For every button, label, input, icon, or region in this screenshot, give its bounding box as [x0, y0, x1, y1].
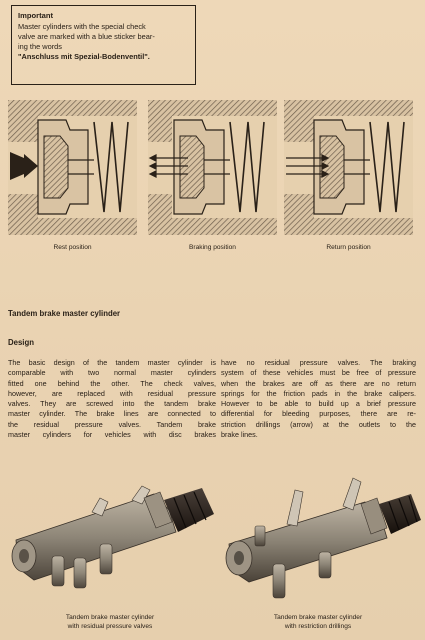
diagram-return-position	[284, 100, 413, 235]
body-left-line: fitted one behind the other. The check valves,	[8, 378, 216, 388]
photo-caption-left-line1: Tandem brake master cylinder	[65, 614, 155, 621]
diagram-caption-rest: Rest position	[53, 244, 92, 251]
diagram-braking-position	[148, 100, 277, 235]
important-quote: "Anschluss mit Spezial-Bodenventil".	[18, 52, 150, 61]
photo-caption-right	[215, 613, 421, 631]
diagram-caption-braking: Braking position	[189, 244, 236, 251]
body-right-line: have no residual pressure valves. The braking	[221, 358, 416, 367]
photo-caption-left-line2: with residual pressure valves	[67, 623, 153, 630]
body-left-line: master cylinder. The brake lines are connected to	[8, 409, 216, 419]
body-right-line: differential for bleeding purposes, there are re-	[221, 409, 416, 419]
body-left-line: master cylinders for vehicles with disc brakes	[8, 429, 216, 439]
section-title: Tandem brake master cylinder	[8, 309, 121, 318]
important-notice-box	[11, 5, 196, 85]
body-left-line: the residual pressure valves. Tandem brake	[8, 419, 216, 429]
body-column-right	[221, 358, 416, 440]
important-line-3: ing the words	[18, 42, 62, 51]
body-right-line: springs for the friction pads in the brake calipers.	[221, 388, 416, 398]
body-left-line: valves. They are screwed into the tandem brake	[8, 399, 216, 408]
photo-master-cylinder-restriction-drillings	[215, 470, 421, 610]
important-line-1: Master cylinders with the special check	[18, 22, 146, 31]
diagram-caption-return: Return position	[326, 244, 371, 251]
photo-master-cylinder-residual-valves	[4, 470, 216, 610]
body-column-left	[8, 358, 216, 440]
body-right-line: striction drillings (arrow) at the outlets to the	[221, 419, 416, 429]
body-right-line: system of these vehicles must be free of pressure	[221, 368, 416, 378]
important-title: Important	[18, 11, 54, 20]
body-right-line: However to be able to build up a brief pressure	[221, 399, 416, 408]
photo-caption-right-line1: Tandem brake master cylinder	[273, 614, 363, 621]
important-line-2: valve are marked with a blue sticker bear-	[18, 32, 155, 41]
body-left-line: comparable with two normal master cylinders	[8, 368, 216, 378]
diagram-rest-position	[8, 100, 137, 235]
photo-caption-left	[4, 613, 216, 631]
body-right-line: brake lines.	[221, 429, 258, 439]
body-left-line: however, are replaced with residual pressure	[8, 388, 216, 398]
photo-caption-right-line2: with restriction drillings	[284, 623, 352, 630]
subsection-title: Design	[8, 338, 34, 347]
body-left-line: The basic design of the tandem master cylinder is	[8, 358, 216, 367]
body-right-line: when the brakes are off as there are no return	[221, 378, 416, 388]
